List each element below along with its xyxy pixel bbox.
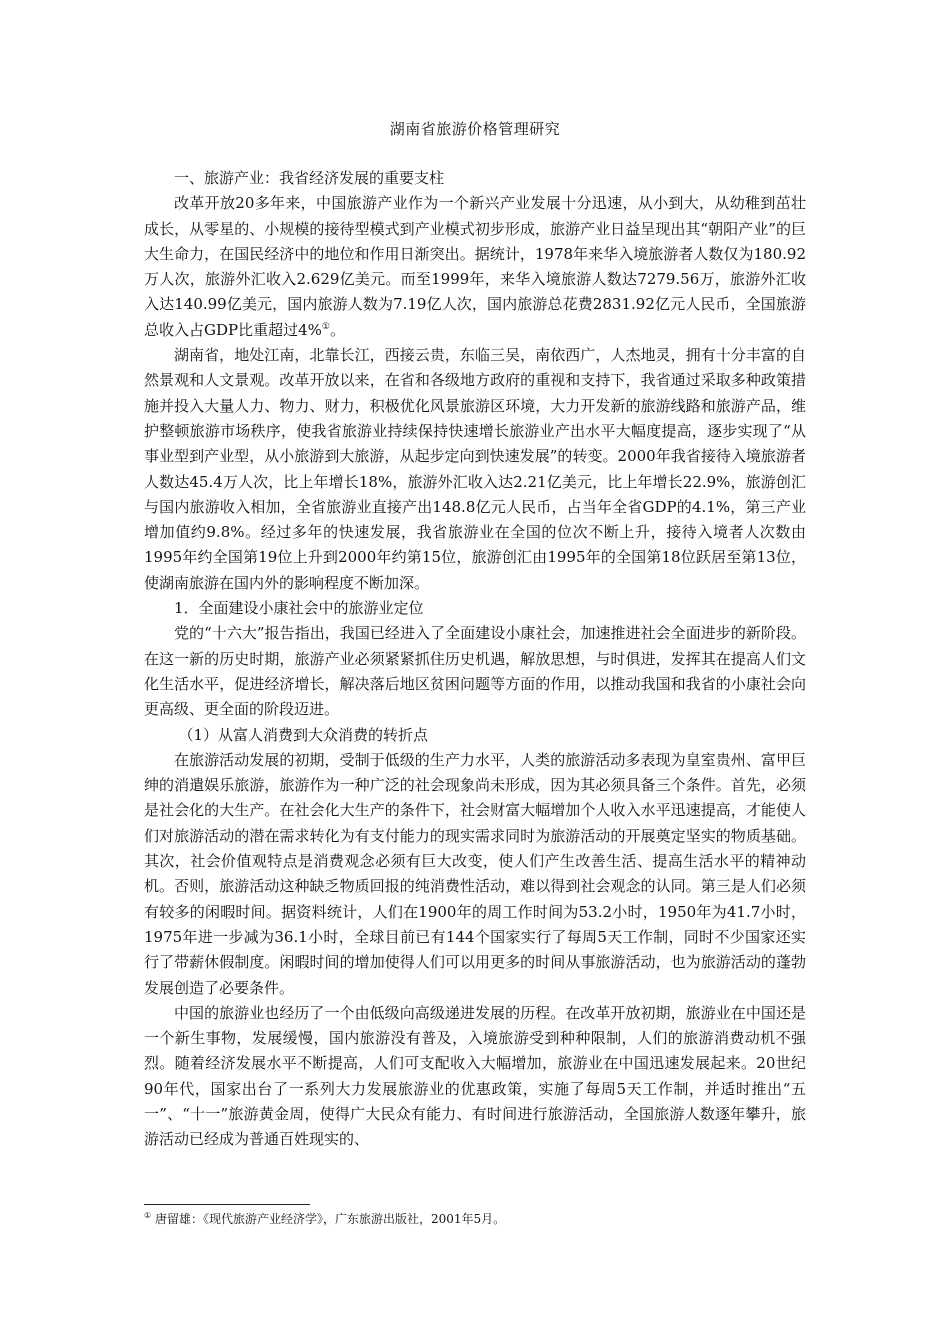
footnote-separator	[144, 1204, 310, 1205]
paragraph-1	[144, 191, 806, 343]
subsection-heading: 1．全面建设小康社会中的旅游业定位	[174, 599, 424, 618]
footnote	[144, 1210, 806, 1228]
section-heading: 一、旅游产业：我省经济发展的重要支柱	[174, 169, 445, 187]
document-title: 湖南省旅游价格管理研究	[389, 120, 561, 138]
paragraph-2: 湖南省，地处江南，北靠长江，西接云贵，东临三吴，南依西广，人杰地灵，拥有十分丰富的自然景观和人文景观。改革开放以来，在省和各级地方政府的重视和支持下，我省通过采取多种政策措施并投入大量人力、物力、财力，积极优化风景旅游区环境，大力开发新的旅游线路和旅游产品，维护整顿旅游市场秩序，使我省旅游业持续保持快速增长旅游业产出水平大幅度提高，逐步实现了“从事业型到产业型，从小旅游到大旅游，从起步定向到快速发展”的转变。2000年我省接待入境旅游者人数达45.4万人次，比上年增长18%，旅游外汇收入达2.21亿美元，比上年增长22.9%，旅游创汇与国内旅游收入相加，全省旅游业直接产出148.8亿元人民币，占当年全省GDP的4.1%，第三产业增加值约9.8%。经过多年的快速发展，我省旅游业在全国的位次不断上升，接待入境者人次数由1995年约全国第19位上升到2000年约第15位，旅游创汇由1995年的全国第18位跃居至第13位，使湖南旅游在国内外的影响程度不断加深。	[144, 346, 806, 592]
footnote-reference[interactable]: ①	[321, 321, 330, 332]
document-body	[144, 166, 806, 1153]
paragraph-3: 党的“十六大”报告指出，我国已经进入了全面建设小康社会，加速推进社会全面进步的新阶段。在这一新的历史时期，旅游产业必须紧紧抓住历史机遇，解放思想，与时俱进，发挥其在提高人们文化生活水平，促进经济增长，解决落后地区贫困问题等方面的作用，以推动我国和我省的小康社会向更高级、更全面的阶段迈进。	[144, 624, 806, 719]
footnote-text: 唐留雄：《现代旅游产业经济学》，广东旅游出版社，2001年5月。	[155, 1212, 506, 1226]
sub-subsection-heading: （1）从富人消费到大众消费的转折点	[178, 725, 429, 744]
footnote-marker: ①	[144, 1211, 152, 1220]
paragraph-1-text: 改革开放20多年来，中国旅游产业作为一个新兴产业发展十分迅速，从小到大，从幼稚到茁壮成长，从零星的、小规模的接待型模式到产业模式初步形成，旅游产业日益呈现出其“朝阳产业”的巨大生命力，在国民经济中的地位和作用日渐突出。据统计，1978年来华入境旅游者人数仅为180.92万人次，旅游外汇收入2.629亿美元。而至1999年，来华入境旅游人数达7279.56万，旅游外汇收入达140.99亿美元，国内旅游人数为7.19亿人次，国内旅游总花费2831.92亿元人民币，全国旅游总收入占GDP比重超过4%	[144, 194, 806, 339]
paragraph-5: 中国的旅游业也经历了一个由低级向高级递进发展的历程。在改革开放初期，旅游业在中国还是一个新生事物，发展缓慢，国内旅游没有普及，入境旅游受到种种限制，人们的旅游消费动机不强烈。随着经济发展水平不断提高，人们可支配收入大幅增加，旅游业在中国迅速发展起来。20世纪90年代，国家出台了一系列大力发展旅游业的优惠政策，实施了每周5天工作制，并适时推出“五一”、“十一”旅游黄金周，使得广大民众有能力、有时间进行旅游活动，全国旅游人数逐年攀升，旅游活动已经成为普通百姓现实的、	[144, 1003, 806, 1149]
paragraph-1-end: 。	[329, 320, 345, 339]
paragraph-4: 在旅游活动发展的初期，受制于低级的生产力水平，人类的旅游活动多表现为皇室贵州、富甲巨绅的消遣娱乐旅游，旅游作为一种广泛的社会现象尚未形成，因为其必须具备三个条件。首先，必须是社会化的大生产。在社会化大生产的条件下，社会财富大幅增加个人收入水平迅速提高，才能使人们对旅游活动的潜在需求转化为有支付能力的现实需求同时为旅游活动的开展奠定坚实的物质基础。其次，社会价值观特点是消费观念必须有巨大改变，使人们产生改善生活、提高生活水平的精神动机。否则，旅游活动这种缺乏物质回报的纯消费性活动，难以得到社会观念的认同。第三是人们必须有较多的闲暇时间。据资料统计，人们在1900年的周工作时间为53.2小时，1950年为41.7小时，1975年进一步减为36.1小时，全球目前已有144个国家实行了每周5天工作制，同时不少国家还实行了带薪休假制度。闲暇时间的增加使得人们可以用更多的时间从事旅游活动，也为旅游活动的蓬勃发展创造了必要条件。	[144, 750, 806, 997]
